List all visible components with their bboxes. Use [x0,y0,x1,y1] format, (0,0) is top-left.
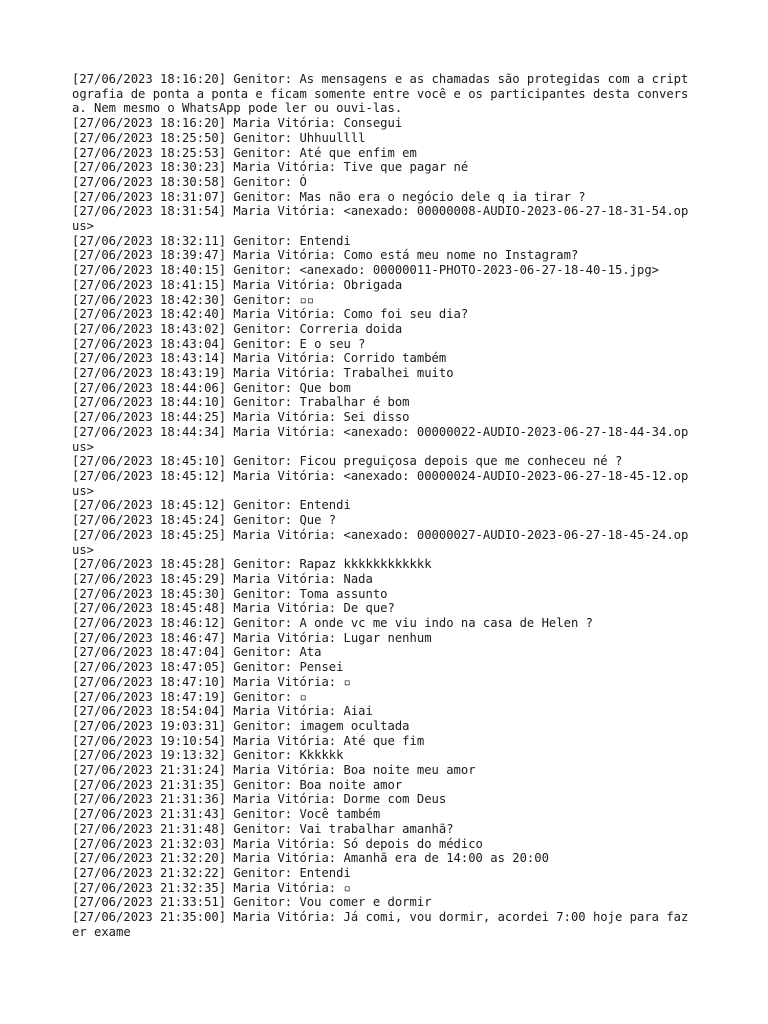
message-line: [27/06/2023 21:31:48] Genitor: Vai trabalhar amanhã? [72,821,454,836]
message-line: [27/06/2023 18:45:24] Genitor: Que ? [72,513,337,528]
message-line: [27/06/2023 21:31:43] Genitor: Você também [72,807,381,822]
message-line: [27/06/2023 18:41:15] Maria Vitória: Obrigada [72,277,403,292]
message-line: [27/06/2023 18:45:48] Maria Vitória: De que? [72,601,395,616]
message-line: [27/06/2023 18:45:30] Genitor: Toma assunto [72,586,388,601]
message-line: [27/06/2023 21:31:36] Maria Vitória: Dorme com Deus [72,792,447,807]
message-line: [27/06/2023 18:16:20] Genitor: As mensagens e as chamadas são protegidas com a criptografia de ponta a ponta e ficam somente entre você e os participantes desta conversa. Nem mesmo o WhatsApp pode ler ou ouvi-las. [72,72,689,116]
message-line: [27/06/2023 18:31:54] Maria Vitória: <anexado: 00000008-AUDIO-2023-06-27-18-31-54.opus> [72,204,689,234]
message-line: [27/06/2023 18:47:04] Genitor: Ata [72,645,322,660]
message-line: [27/06/2023 18:16:20] Maria Vitória: Consegui [72,116,403,131]
message-line: [27/06/2023 21:32:22] Genitor: Entendi [72,865,351,880]
message-line: [27/06/2023 18:54:04] Maria Vitória: Aiai [72,704,373,719]
message-line: [27/06/2023 18:43:14] Maria Vitória: Corrido também [72,351,447,366]
message-line: [27/06/2023 21:31:35] Genitor: Boa noite amor [72,777,403,792]
chat-transcript [72,72,692,939]
message-line: [27/06/2023 18:42:40] Maria Vitória: Como foi seu dia? [72,307,469,322]
message-line: [27/06/2023 18:32:11] Genitor: Entendi [72,233,351,248]
message-line: [27/06/2023 21:31:24] Maria Vitória: Boa noite meu amor [72,763,476,778]
message-line: [27/06/2023 18:44:34] Maria Vitória: <anexado: 00000022-AUDIO-2023-06-27-18-44-34.opus> [72,424,689,454]
message-line: [27/06/2023 18:43:04] Genitor: E o seu ? [72,336,366,351]
message-line: [27/06/2023 18:30:23] Maria Vitória: Tive que pagar né [72,160,469,175]
message-line: [27/06/2023 18:46:47] Maria Vitória: Lugar nenhum [72,630,432,645]
message-line: [27/06/2023 18:46:12] Genitor: A onde vc me viu indo na casa de Helen ? [72,616,593,631]
message-line: [27/06/2023 18:30:58] Genitor: Ó [72,174,307,189]
message-line: [27/06/2023 18:45:12] Genitor: Entendi [72,498,351,513]
message-line: [27/06/2023 18:43:19] Maria Vitória: Trabalhei muito [72,366,454,381]
message-line: [27/06/2023 18:43:02] Genitor: Correria doida [72,321,403,336]
message-line: [27/06/2023 19:13:32] Genitor: Kkkkkk [72,748,344,763]
message-line: [27/06/2023 18:42:30] Genitor: ▫▫ [72,292,315,307]
message-line: [27/06/2023 21:33:51] Genitor: Vou comer e dormir [72,895,432,910]
message-line: [27/06/2023 18:25:50] Genitor: Uhhuullll [72,130,366,145]
message-line: [27/06/2023 21:35:00] Maria Vitória: Já comi, vou dormir, acordei 7:00 hoje para fazer exame [72,910,689,939]
message-line: [27/06/2023 19:03:31] Genitor: imagem ocultada [72,718,410,733]
message-line: [27/06/2023 21:32:20] Maria Vitória: Amanhã era de 14:00 as 20:00 [72,851,549,866]
message-line: [27/06/2023 21:32:35] Maria Vitória: ▫ [72,880,351,895]
message-line: [27/06/2023 18:47:10] Maria Vitória: ▫ [72,674,351,689]
message-line: [27/06/2023 18:45:10] Genitor: Ficou preguiçosa depois que me conheceu né ? [72,454,623,469]
message-line: [27/06/2023 18:45:29] Maria Vitória: Nada [72,571,373,586]
message-line: [27/06/2023 21:32:03] Maria Vitória: Só depois do médico [72,836,483,851]
message-line: [27/06/2023 18:31:07] Genitor: Mas não era o negócio dele q ia tirar ? [72,189,586,204]
message-line: [27/06/2023 18:44:06] Genitor: Que bom [72,380,351,395]
message-line: [27/06/2023 18:44:25] Maria Vitória: Sei disso [72,410,410,425]
message-line: [27/06/2023 18:47:19] Genitor: ▫ [72,689,307,704]
message-line: [27/06/2023 18:40:15] Genitor: <anexado: 00000011-PHOTO-2023-06-27-18-40-15.jpg> [72,263,659,278]
message-line: [27/06/2023 18:39:47] Maria Vitória: Como está meu nome no Instagram? [72,248,579,263]
message-line: [27/06/2023 18:45:28] Genitor: Rapaz kkkkkkkkkkkk [72,557,432,572]
message-line: [27/06/2023 18:47:05] Genitor: Pensei [72,660,344,675]
message-line: [27/06/2023 18:44:10] Genitor: Trabalhar é bom [72,395,410,410]
message-line: [27/06/2023 19:10:54] Maria Vitória: Até que fim [72,733,425,748]
message-line: [27/06/2023 18:45:12] Maria Vitória: <anexado: 00000024-AUDIO-2023-06-27-18-45-12.opus> [72,468,689,498]
message-line: [27/06/2023 18:45:25] Maria Vitória: <anexado: 00000027-AUDIO-2023-06-27-18-45-24.opus> [72,527,689,557]
message-line: [27/06/2023 18:25:53] Genitor: Até que enfim em [72,145,417,160]
